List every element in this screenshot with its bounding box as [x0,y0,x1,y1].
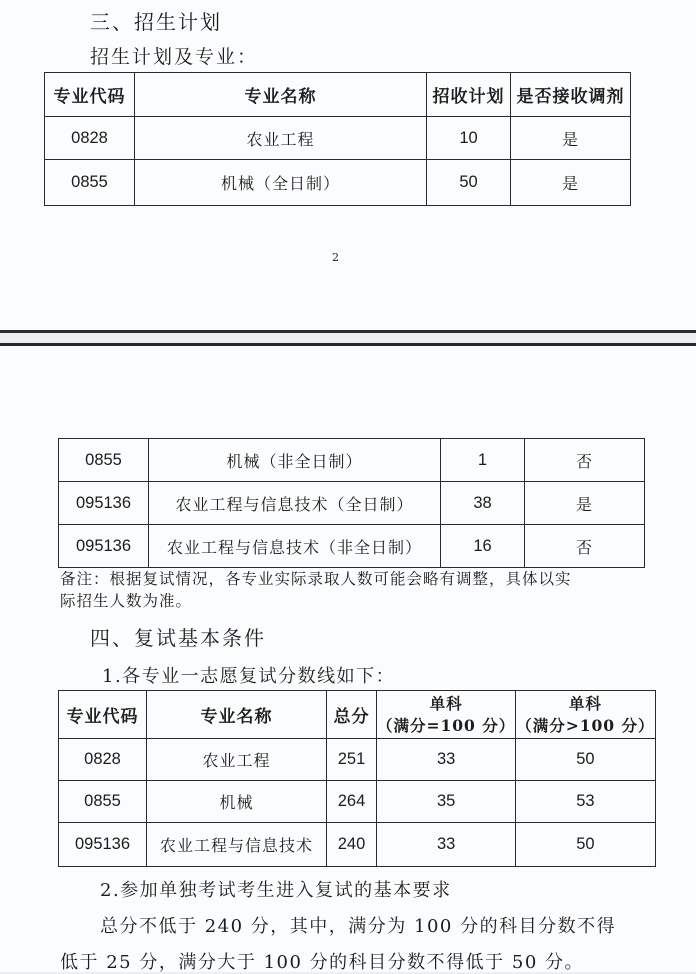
enrollment-plan-table-continued [58,438,645,568]
header-single-over-100-line2: （满分>100 分） [516,715,655,735]
cell-code: 0828 [59,739,147,781]
table-row [59,525,645,568]
table-row [59,781,656,823]
cell-plan: 38 [441,482,525,525]
cell-name: 农业工程与信息技术 [147,823,327,867]
cell-single-100: 33 [377,823,516,867]
header-major-name: 专业名称 [135,73,427,117]
cell-total: 251 [327,739,377,781]
cell-name: 农业工程与信息技术（全日制） [149,482,441,525]
header-adjust: 是否接收调剂 [511,73,631,117]
cell-total: 264 [327,781,377,823]
table-row [59,823,656,867]
header-single-over-100 [516,691,655,739]
cell-plan: 16 [441,525,525,568]
cell-code: 0855 [59,781,147,823]
table-header-row [59,691,656,739]
header-single-100 [377,691,516,739]
item-2-title: 2.参加单独考试考生进入复试的基本要求 [100,880,452,901]
enrollment-plan-table [44,72,631,206]
cell-plan: 50 [427,160,511,206]
cell-single-100: 35 [377,781,516,823]
table-row [45,117,631,160]
page-divider-top [0,330,696,333]
header-plan: 招收计划 [427,73,511,117]
subtitle-plan-and-majors: 招生计划及专业： [90,46,259,68]
header-major-name: 专业名称 [147,691,327,739]
cell-code: 0855 [45,160,135,206]
table-row [45,160,631,206]
remark-line-2: 际招生人数为准。 [60,592,193,610]
cell-single-over-100: 50 [516,739,655,781]
table-row [59,739,656,781]
cell-adjust: 是 [511,160,631,206]
cell-plan: 1 [441,439,525,482]
cell-single-over-100: 50 [516,823,655,867]
cell-adjust: 是 [525,482,645,525]
cell-name: 农业工程与信息技术（非全日制） [149,525,441,568]
header-total: 总分 [327,691,377,739]
requirement-line-1: 总分不低于 240 分，其中，满分为 100 分的科目分数不得 [100,916,617,937]
header-major-code: 专业代码 [59,691,147,739]
cell-single-100: 33 [377,739,516,781]
header-single-over-100-line1: 单科 [568,693,602,713]
table-row [59,439,645,482]
page-top [0,0,696,330]
cell-name: 机械 [147,781,327,823]
cell-name: 机械（非全日制） [149,439,441,482]
header-single-100-line2: （满分=100 分） [377,715,516,735]
cell-total: 240 [327,823,377,867]
page-number: 2 [332,251,339,264]
cell-code: 095136 [59,823,147,867]
cell-code: 0828 [45,117,135,160]
header-major-code: 专业代码 [45,73,135,117]
section-title-retest-conditions: 四、复试基本条件 [90,626,266,650]
cell-code: 0855 [59,439,149,482]
cell-code: 095136 [59,525,149,568]
cell-name: 农业工程 [135,117,427,160]
table-header-row [45,73,631,117]
cell-adjust: 否 [525,439,645,482]
cell-name: 机械（全日制） [135,160,427,206]
remark-line-1: 备注：根据复试情况，各专业实际录取人数可能会略有调整，具体以实 [60,570,572,588]
section-title-enrollment-plan: 三、招生计划 [90,10,222,34]
requirement-line-2: 低于 25 分，满分大于 100 分的科目分数不得低于 50 分。 [60,952,584,973]
retest-score-table [58,690,656,867]
table-row [59,482,645,525]
remark-note [60,568,660,612]
cell-adjust: 否 [525,525,645,568]
cell-single-over-100: 53 [516,781,655,823]
cell-code: 095136 [59,482,149,525]
item-1-title: 1.各专业一志愿复试分数线如下： [102,666,396,687]
header-single-100-line1: 单科 [429,693,463,713]
cell-adjust: 是 [511,117,631,160]
cell-name: 农业工程 [147,739,327,781]
page-bottom [0,346,696,972]
cell-plan: 10 [427,117,511,160]
